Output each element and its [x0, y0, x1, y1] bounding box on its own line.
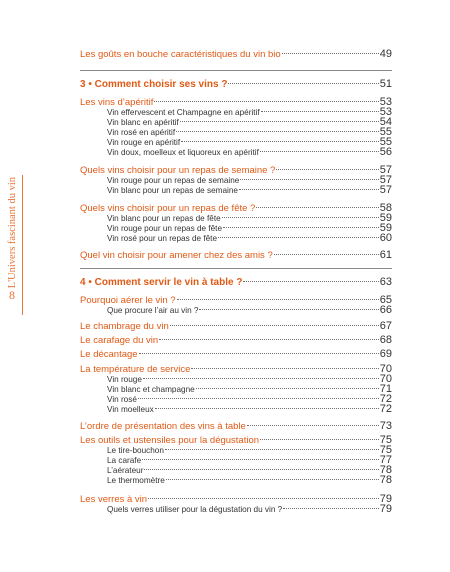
toc-entry-page: 78	[379, 474, 392, 486]
toc-entry-page: 72	[379, 393, 392, 405]
toc-entry-page: 56	[379, 146, 392, 158]
toc-entry-page: 63	[379, 276, 392, 288]
toc-entry-page: 49	[379, 48, 392, 60]
toc-entry-label: Vin rouge en apéritif	[107, 138, 181, 147]
toc-subsection[interactable]	[107, 403, 392, 415]
dot-leader	[218, 237, 379, 238]
toc-entry-label: Vin blanc pour un repas de semaine	[107, 186, 238, 195]
toc-chapter[interactable]	[80, 78, 392, 90]
toc-subsection[interactable]	[107, 146, 392, 158]
toc-entry-label: Vin blanc et champagne	[107, 385, 195, 394]
dot-leader	[177, 299, 379, 300]
toc-entry-label: Quels verres utiliser pour la dégustation du vin ?	[107, 505, 283, 514]
toc-entry-page: 54	[379, 116, 392, 128]
toc-entry-page: 55	[379, 136, 392, 148]
dot-leader	[191, 368, 378, 369]
toc-entry-label: Vin blanc en apéritif	[107, 118, 179, 127]
dot-leader	[222, 217, 379, 218]
dot-leader	[283, 508, 379, 509]
toc-entry-page: 59	[379, 222, 392, 234]
page-number: 8	[9, 288, 15, 302]
toc-entry-page: 75	[379, 444, 392, 456]
toc-entry-page: 71	[379, 383, 392, 395]
toc-entry-label: Le chambrage du vin	[80, 321, 169, 332]
dot-leader	[240, 179, 378, 180]
dot-leader	[196, 388, 379, 389]
toc-section[interactable]	[80, 320, 392, 332]
toc-section[interactable]	[80, 334, 392, 346]
toc-entry-label: Vin rosé pour un repas de fête	[107, 234, 217, 243]
toc-entry-page: 70	[379, 363, 392, 375]
toc-subsection[interactable]	[107, 184, 392, 196]
toc-subsection[interactable]	[107, 474, 392, 486]
toc-entry-page: 73	[379, 420, 392, 432]
dot-leader	[247, 425, 379, 426]
toc-entry-page: 70	[379, 373, 392, 385]
toc-entry-label: Vin blanc pour un repas de fête	[107, 214, 221, 223]
toc-section[interactable]	[80, 348, 392, 360]
toc-entry-label: 3 • Comment choisir ses vins ?	[80, 79, 228, 90]
toc-entry-label: Quels vins choisir pour un repas de semaine ?	[80, 165, 276, 176]
toc-subsection[interactable]	[107, 503, 392, 515]
toc-entry-label: Vin rosé en apéritif	[107, 128, 176, 137]
toc-entry-label: Vin effervescent et Champagne en apéritif	[107, 108, 260, 117]
dot-leader	[276, 169, 378, 170]
dot-leader	[243, 281, 378, 282]
toc-subsection[interactable]	[107, 232, 392, 244]
toc-entry-label: Vin rouge	[107, 375, 142, 384]
dot-leader	[142, 459, 379, 460]
toc-subsection[interactable]	[107, 304, 392, 316]
toc-entry-page: 55	[379, 126, 392, 138]
toc-entry-label: 4 • Comment servir le vin à table ?	[80, 277, 243, 288]
toc-entry-page: 53	[379, 96, 392, 108]
toc-entry-label: La carafe	[107, 456, 142, 465]
toc-entry-page: 60	[379, 232, 392, 244]
toc-entry-page: 57	[379, 164, 392, 176]
toc-entry-label: Vin rouge pour un repas de fête	[107, 224, 223, 233]
dot-leader	[180, 121, 379, 122]
toc-entry-page: 67	[379, 320, 392, 332]
dot-leader	[239, 189, 379, 190]
toc-entry-label: L’ordre de présentation des vins à table	[80, 421, 246, 432]
toc-entry-label: Vin doux, moelleux et liquoreux en apéritif	[107, 148, 259, 157]
toc-entry-label: Les verres à vin	[80, 494, 148, 505]
toc-entry-label: Le décantage	[80, 349, 138, 360]
toc-entry-page: 53	[379, 106, 392, 118]
dot-leader	[223, 227, 379, 228]
toc-entry-page: 79	[379, 493, 392, 505]
toc-entry-page: 57	[379, 184, 392, 196]
toc-entry-label: Le thermomètre	[107, 476, 165, 485]
dot-leader	[260, 151, 379, 152]
toc-entry-label: Les vins d’apéritif	[80, 97, 154, 108]
dot-leader	[143, 378, 379, 379]
toc-entry-label: Le carafage du vin	[80, 335, 159, 346]
dot-leader	[181, 141, 379, 142]
toc-entry-label: Quels vins choisir pour un repas de fête ?	[80, 203, 256, 214]
toc-entry-page: 69	[379, 348, 392, 360]
dot-leader	[228, 83, 378, 84]
dot-leader	[144, 469, 378, 470]
toc-entry-page: 77	[379, 454, 392, 466]
dot-leader	[256, 207, 378, 208]
toc-entry-page: 66	[379, 304, 392, 316]
dot-leader	[170, 325, 379, 326]
toc-entry-label: Vin rosé	[107, 395, 137, 404]
section-divider	[80, 268, 392, 269]
toc-entry-label: Les goûts en bouche caractéristiques du vin bio	[80, 49, 281, 60]
dot-leader	[154, 101, 378, 102]
toc-section[interactable]	[80, 249, 392, 261]
dot-leader	[176, 131, 379, 132]
toc-entry-page: 51	[379, 78, 392, 90]
toc-entry-page: 79	[379, 503, 392, 515]
toc-section[interactable]	[80, 48, 392, 60]
dot-leader	[139, 353, 379, 354]
toc-entry-page: 58	[379, 202, 392, 214]
running-book-title: L'Univers fascinant du vin	[6, 177, 18, 289]
toc-entry-label: Quel vin choisir pour amener chez des amis ?	[80, 250, 273, 261]
toc-entry-label: Le tire-bouchon	[107, 446, 164, 455]
toc-entry-label: La température de service	[80, 364, 191, 375]
dot-leader	[159, 339, 379, 340]
toc-entry-page: 59	[379, 212, 392, 224]
toc-entry-label: Vin rouge pour un repas de semaine	[107, 176, 240, 185]
toc-entry-page: 57	[379, 174, 392, 186]
toc-entry-label: L’aérateur	[107, 466, 144, 475]
dot-leader	[282, 53, 379, 54]
dot-leader	[165, 449, 379, 450]
toc-section[interactable]	[80, 420, 392, 432]
toc-entry-label: Que procure l’air au vin ?	[107, 306, 199, 315]
toc-entry-page: 61	[379, 249, 392, 261]
toc-entry-label: Les outils et ustensiles pour la dégustation	[80, 435, 260, 446]
dot-leader	[148, 498, 379, 499]
dot-leader	[199, 309, 378, 310]
dot-leader	[274, 254, 379, 255]
dot-leader	[155, 408, 379, 409]
toc-entry-page: 78	[379, 464, 392, 476]
toc-entry-page: 72	[379, 403, 392, 415]
toc-chapter[interactable]	[80, 276, 392, 288]
toc-entry-label: Vin moelleux	[107, 405, 154, 414]
toc-entry-page: 65	[379, 294, 392, 306]
toc-entry-page: 75	[379, 434, 392, 446]
dot-leader	[261, 111, 379, 112]
section-divider	[80, 70, 392, 71]
toc-entry-label: Pourquoi aérer le vin ?	[80, 295, 176, 306]
dot-leader	[260, 439, 379, 440]
toc-entry-page: 68	[379, 334, 392, 346]
dot-leader	[166, 479, 379, 480]
dot-leader	[138, 398, 379, 399]
